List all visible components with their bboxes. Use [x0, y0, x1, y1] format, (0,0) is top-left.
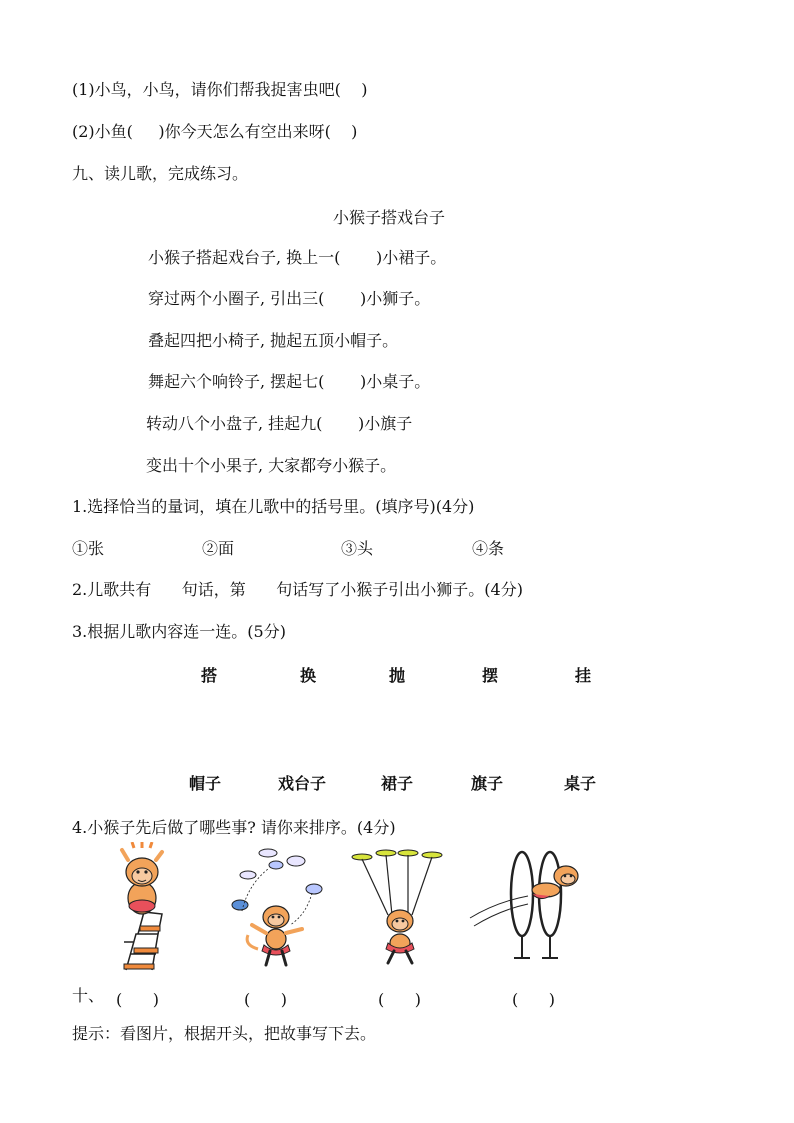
noun-maozi: 帽子: [189, 774, 222, 793]
section-9-heading: 九、读儿歌，完成练习。: [72, 164, 249, 183]
order-blank-2[interactable]: ( ): [244, 990, 287, 1009]
order-blank-1[interactable]: ( ): [116, 990, 159, 1009]
question-1: 1.选择恰当的量词，填在儿歌中的括号里。(填序号)(4分): [72, 497, 475, 516]
monkey-jumping-hoops-image: [466, 846, 590, 964]
noun-zhuozi: 桌子: [564, 774, 597, 793]
poem-line-2: 穿过两个小圈子, 引出三( )小狮子。: [148, 289, 431, 308]
poem-line-6: 变出十个小果子, 大家都夸小猴子。: [146, 456, 397, 475]
option-1: ①张: [72, 539, 105, 558]
option-2: ②面: [202, 539, 235, 558]
order-blank-3[interactable]: ( ): [378, 990, 421, 1009]
poem-title: 小猴子搭戏台子: [333, 208, 446, 227]
noun-qizi: 旗子: [471, 774, 504, 793]
monkey-spinning-plates-image: [350, 845, 452, 965]
verb-pao: 抛: [389, 666, 406, 685]
poem-line-1: 小猴子搭起戏台子, 换上一( )小裙子。: [148, 248, 447, 267]
section-10-hint: 提示：看图片，根据开头，把故事写下去。: [72, 1024, 377, 1043]
prev-question-line-2: (2)小鱼( )你今天怎么有空出来呀( ): [72, 122, 358, 141]
monkey-juggling-cymbals-image: [228, 845, 324, 967]
question-3: 3.根据儿歌内容连一连。(5分): [72, 622, 286, 641]
option-3: ③头: [341, 539, 374, 558]
verb-da: 搭: [201, 666, 218, 685]
verb-gua: 挂: [575, 666, 592, 685]
section-10-heading: 十、: [72, 986, 105, 1005]
verb-huan: 换: [300, 666, 317, 685]
order-blank-4[interactable]: ( ): [512, 990, 555, 1009]
poem-line-3: 叠起四把小椅子, 抛起五顶小帽子。: [148, 331, 399, 350]
option-4: ④条: [472, 539, 505, 558]
noun-qunzi: 裙子: [381, 774, 414, 793]
verb-bai: 摆: [482, 666, 499, 685]
question-2: 2.儿歌共有 句话，第 句话写了小猴子引出小狮子。(4分): [72, 580, 523, 599]
noun-xitaizi: 戏台子: [278, 774, 327, 793]
question-4: 4.小猴子先后做了哪些事? 请你来排序。(4分): [72, 818, 396, 837]
prev-question-line-1: (1)小鸟，小鸟，请你们帮我捉害虫吧( ): [72, 80, 368, 99]
monkey-stacking-chairs-image: [112, 842, 174, 974]
poem-line-4: 舞起六个响铃子, 摆起七( )小桌子。: [148, 372, 431, 391]
poem-line-5: 转动八个小盘子, 挂起九( )小旗子: [146, 414, 413, 433]
